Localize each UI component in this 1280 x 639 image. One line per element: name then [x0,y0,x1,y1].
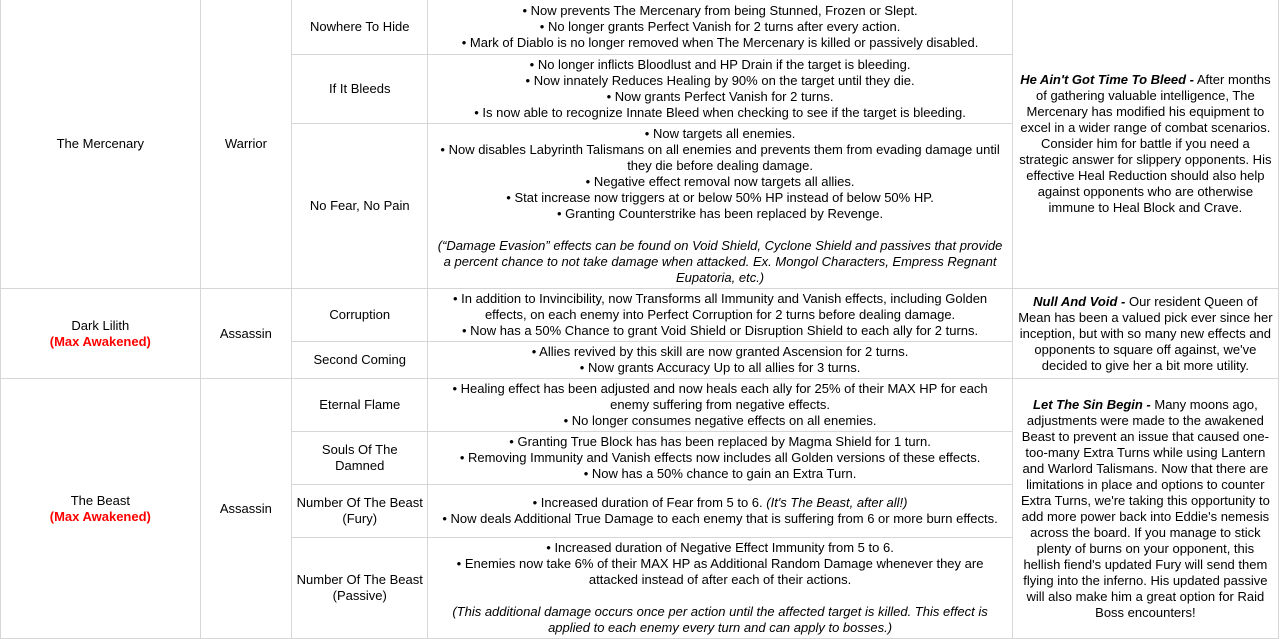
skill-name: Eternal Flame [292,379,428,432]
change-line: • Enemies now take 6% of their MAX HP as Additional Random Damage whenever they are attacked instead of after each of their actions. [456,556,984,587]
change-line: • Granting True Block has has been replaced by Magma Shield for 1 turn. [509,434,931,449]
change-line: • Healing effect has been adjusted and now heals each ally for 25% of their MAX HP for each enemy suffering from negative effects. [452,381,988,412]
skill-name: Number Of The Beast (Passive) [292,538,428,639]
change-line: • Granting Counterstrike has been replaced by Revenge. [556,206,884,221]
class-cell [200,379,292,639]
change-line: • Now has a 50% Chance to grant Void Shield or Disruption Shield to each ally for 2 turns. [461,323,979,338]
skill-name: Number Of The Beast (Fury) [292,485,428,538]
designer-comment [1012,0,1278,289]
character-class: Assassin [219,500,272,516]
character-name: The Mercenary [56,135,145,151]
max-awakened-label: (Max Awakened) [49,333,151,349]
change-line: • Now grants Perfect Vanish for 2 turns. [606,89,834,104]
skill-changes [428,379,1012,432]
change-line [432,495,1007,511]
character-cell [1,289,201,379]
change-line: • Now innately Reduces Healing by 90% on the target until they die. [525,73,915,88]
change-line: • Stat increase now triggers at or below 50% HP instead of below 50% HP. [506,190,934,205]
skill-changes [428,124,1012,289]
skill-changes [428,538,1012,639]
skill-name: Souls Of The Damned [292,432,428,485]
skill-changes [428,432,1012,485]
skill-changes [428,289,1012,342]
table-row [1,289,1279,342]
skill-note: (This additional damage occurs once per action until the affected target is killed. This effect is applied to each enemy every turn and can apply to bosses.) [452,604,988,635]
skill-changes [428,485,1012,538]
change-line: • No longer inflicts Bloodlust and HP Drain if the target is bleeding. [529,57,911,72]
change-line: • Allies revived by this skill are now granted Ascension for 2 turns. [531,344,909,359]
change-line: • Is now able to recognize Innate Bleed when checking to see if the target is bleeding. [474,105,966,120]
change-line: • Negative effect removal now targets all allies. [585,174,855,189]
change-line: • Now prevents The Mercenary from being Stunned, Frozen or Slept. [522,2,918,18]
change-line: • No longer consumes negative effects on all enemies. [563,413,877,428]
max-awakened-label: (Max Awakened) [49,508,151,524]
class-cell [200,0,292,289]
table-row [1,379,1279,432]
skill-name: If It Bleeds [292,55,428,124]
change-line: • Now targets all enemies. [644,126,796,141]
change-line: • Removing Immunity and Vanish effects now includes all Golden versions of these effects. [459,450,981,465]
comment-title: He Ain't Got Time To Bleed - [1020,71,1194,87]
change-text: • Increased duration of Fear from 5 to 6. [532,495,767,510]
character-cell [1,0,201,289]
skill-name: No Fear, No Pain [292,124,428,289]
change-line: • Mark of Diablo is no longer removed when The Mercenary is killed or passively disabled. [461,34,979,50]
skill-changes [428,342,1012,379]
character-cell [1,379,201,639]
change-line: • In addition to Invincibility, now Transforms all Immunity and Vanish effects, including Golden effects, on each enemy into Perfect Corruption for 2 turns before dealing damage. [452,291,988,322]
class-cell [200,289,292,379]
comment-text: Many moons ago, adjustments were made to the awakened Beast to prevent an issue that caused one-too-many Extra Turns while using Lantern and Warlord Talismans. Now that there are limitations in place and options to counter Extra Turns, we're taking this opportunity to add more power back into Eddie's nemesis across the board. If you manage to stick plenty of burns on your opponent, this hellish fiend's updated Fury will send them flying into the inferno. His updated passive will also make him a great option for Raid Boss encounters! [1020,396,1270,620]
designer-comment [1012,379,1278,639]
comment-title: Null And Void - [1033,293,1126,309]
skill-name: Nowhere To Hide [292,0,428,55]
change-line: • Increased duration of Negative Effect Immunity from 5 to 6. [546,540,894,555]
table-row [1,0,1279,55]
change-aside: (It's The Beast, after all!) [766,495,908,510]
skill-name: Second Coming [292,342,428,379]
character-name: The Beast [70,492,130,508]
change-line: • Now disables Labyrinth Talismans on all enemies and prevents them from evading damage until they die before dealing damage. [440,142,1000,173]
change-line: • Now has a 50% chance to gain an Extra Turn. [583,466,857,481]
character-name: Dark Lilith [71,317,130,333]
comment-text: Our resident Queen of Mean has been a valued pick ever since her inception, but with so many new effects and opponents to square off against, we've decided to give her a bit more utility. [1018,293,1273,373]
character-class: Assassin [219,325,272,341]
skill-changes [428,55,1012,124]
change-line: • Now grants Accuracy Up to all allies for 3 turns. [579,360,861,375]
comment-title: Let The Sin Begin - [1033,396,1151,412]
comment-text: After months of gathering valuable intelligence, The Mercenary has modified his equipment to excel in a wider range of combat scenarios. Consider him for battle if you need a strategic answer for slippery opponents. His effective Heal Reduction should also help against opponents who are otherwise immune to Heal Block and Crave. [1019,71,1272,215]
change-line: • Now deals Additional True Damage to each enemy that is suffering from 6 or more burn effects. [442,511,998,526]
character-class: Warrior [224,135,267,151]
skill-note: (“Damage Evasion” effects can be found on Void Shield, Cyclone Shield and passives that provide a percent chance to not take damage when attacked. Ex. Mongol Characters, Empress Regnant Eupatoria, etc.) [437,238,1003,285]
skill-changes [428,0,1012,55]
designer-comment [1012,289,1278,379]
skill-name: Corruption [292,289,428,342]
change-line: • No longer grants Perfect Vanish for 2 turns after every action. [539,18,901,34]
